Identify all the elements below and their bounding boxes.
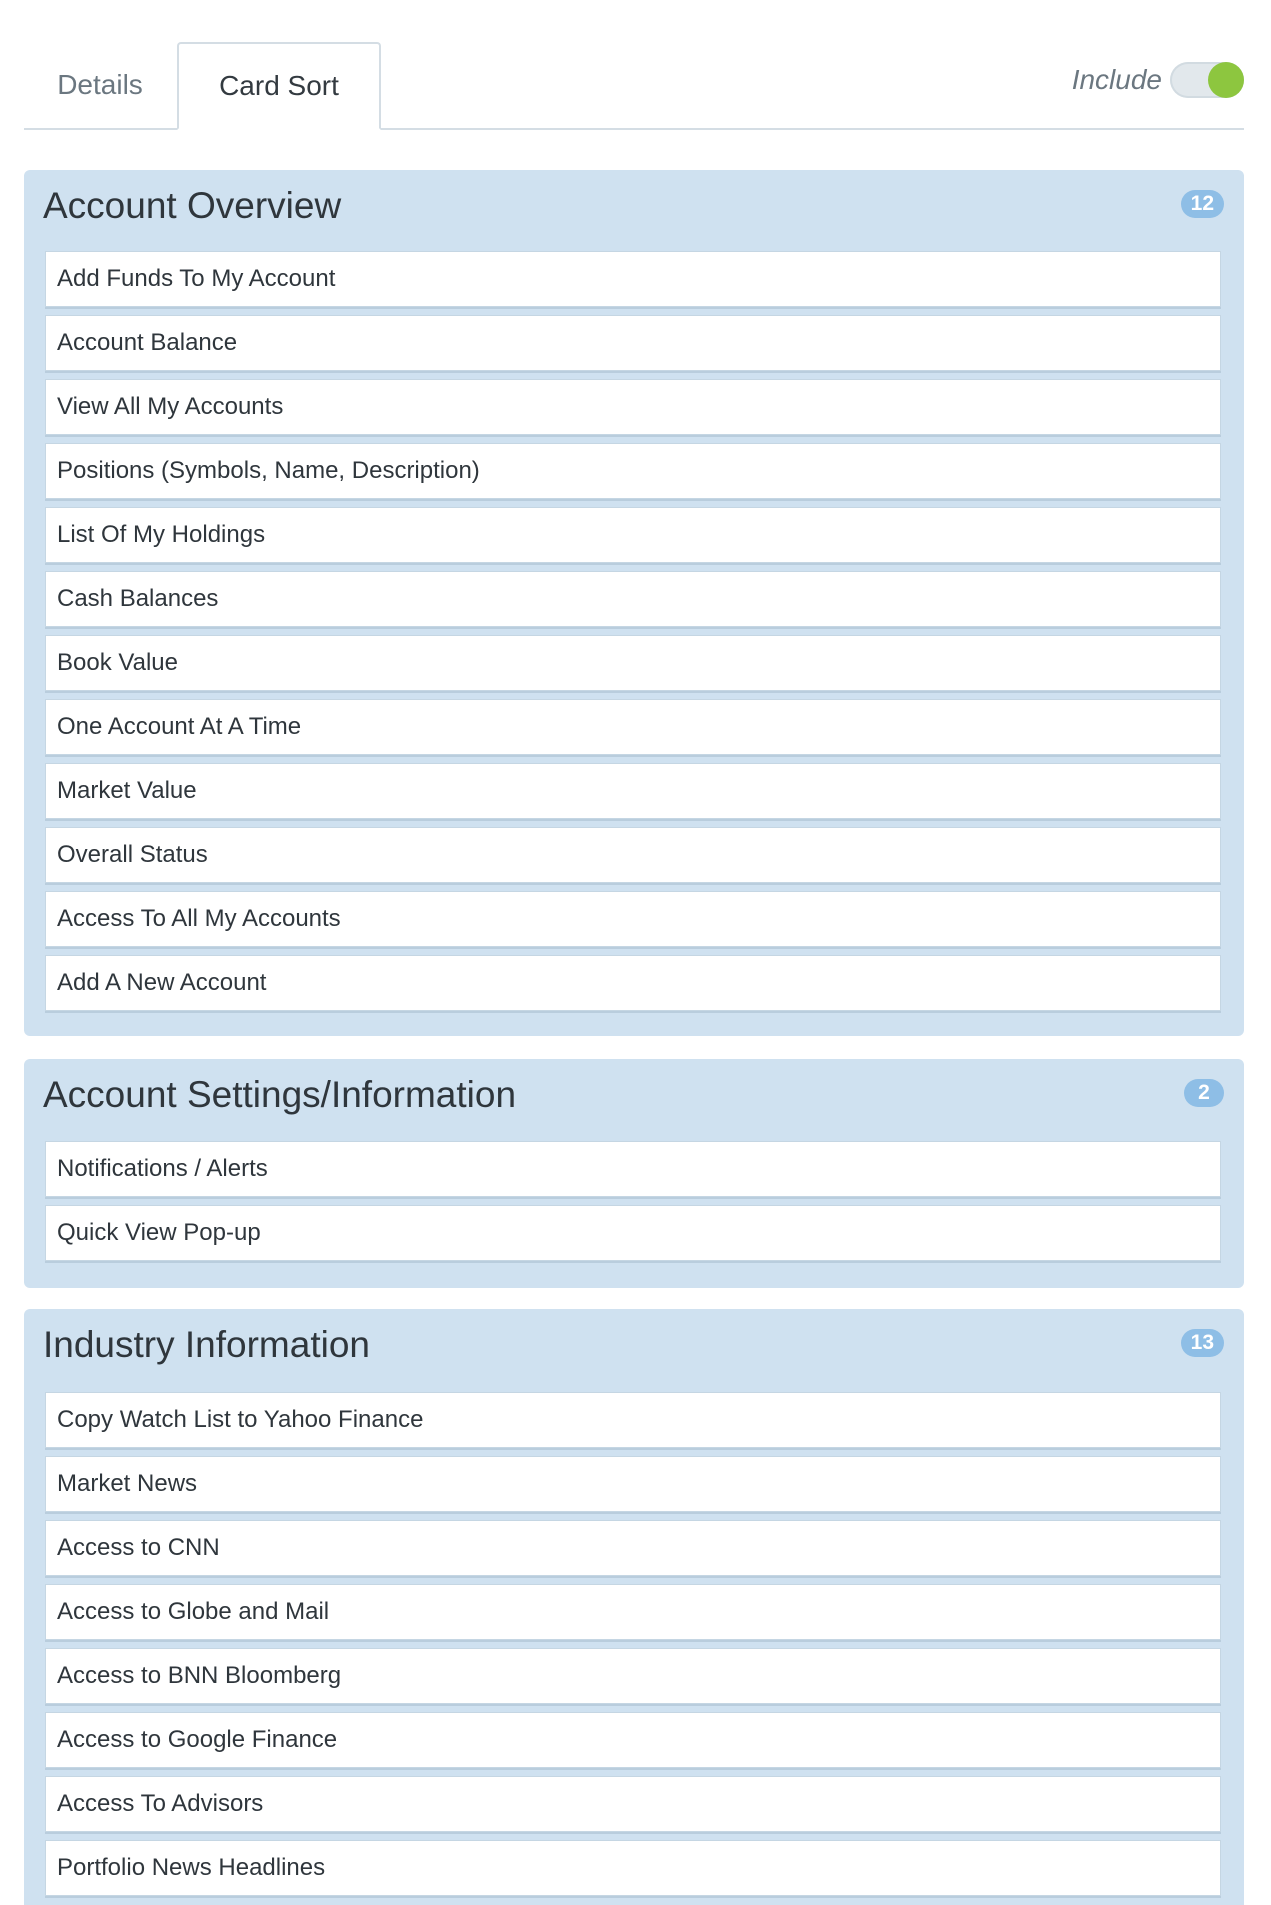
include-control — [1072, 62, 1244, 98]
tab-card-sort[interactable]: Card Sort — [177, 42, 381, 130]
card-item[interactable]: Quick View Pop-up — [45, 1205, 1221, 1261]
card-item[interactable]: View All My Accounts — [45, 379, 1221, 435]
category-industry-information — [24, 1309, 1244, 1905]
card-item[interactable]: Access To Advisors — [45, 1776, 1221, 1832]
card-item[interactable]: Portfolio News Headlines — [45, 1840, 1221, 1896]
card-count-badge: 13 — [1181, 1329, 1224, 1357]
card-item[interactable]: Add Funds To My Account — [45, 251, 1221, 307]
card-item[interactable]: Account Balance — [45, 315, 1221, 371]
card-item[interactable]: Overall Status — [45, 827, 1221, 883]
category-title: Industry Information — [43, 1324, 370, 1365]
card-item[interactable]: Copy Watch List to Yahoo Finance — [45, 1392, 1221, 1448]
card-item[interactable]: Access To All My Accounts — [45, 891, 1221, 947]
include-label: Include — [1071, 64, 1162, 95]
card-item[interactable]: Book Value — [45, 635, 1221, 691]
card-item[interactable]: Add A New Account — [45, 955, 1221, 1011]
toggle-knob — [1208, 62, 1244, 98]
category-account-settings — [24, 1059, 1244, 1288]
card-item[interactable]: List Of My Holdings — [45, 507, 1221, 563]
category-account-overview — [24, 170, 1244, 1036]
card-list — [45, 1392, 1221, 1904]
category-title: Account Overview — [43, 185, 342, 226]
include-toggle[interactable] — [1170, 62, 1244, 98]
card-count-badge: 12 — [1181, 190, 1224, 218]
card-list — [45, 1141, 1221, 1269]
category-title: Account Settings/Information — [43, 1074, 517, 1115]
card-count-badge: 2 — [1184, 1079, 1224, 1107]
card-item[interactable]: One Account At A Time — [45, 699, 1221, 755]
card-item[interactable]: Cash Balances — [45, 571, 1221, 627]
card-item[interactable]: Market Value — [45, 763, 1221, 819]
card-item[interactable]: Access to Google Finance — [45, 1712, 1221, 1768]
card-item[interactable]: Access to Globe and Mail — [45, 1584, 1221, 1640]
card-item[interactable]: Positions (Symbols, Name, Description) — [45, 443, 1221, 499]
card-item[interactable]: Access to CNN — [45, 1520, 1221, 1576]
card-item[interactable]: Market News — [45, 1456, 1221, 1512]
card-list — [45, 251, 1221, 1019]
tab-details[interactable]: Details — [57, 69, 143, 100]
tab-bar — [24, 0, 1244, 130]
card-item[interactable]: Notifications / Alerts — [45, 1141, 1221, 1197]
card-item[interactable]: Access to BNN Bloomberg — [45, 1648, 1221, 1704]
